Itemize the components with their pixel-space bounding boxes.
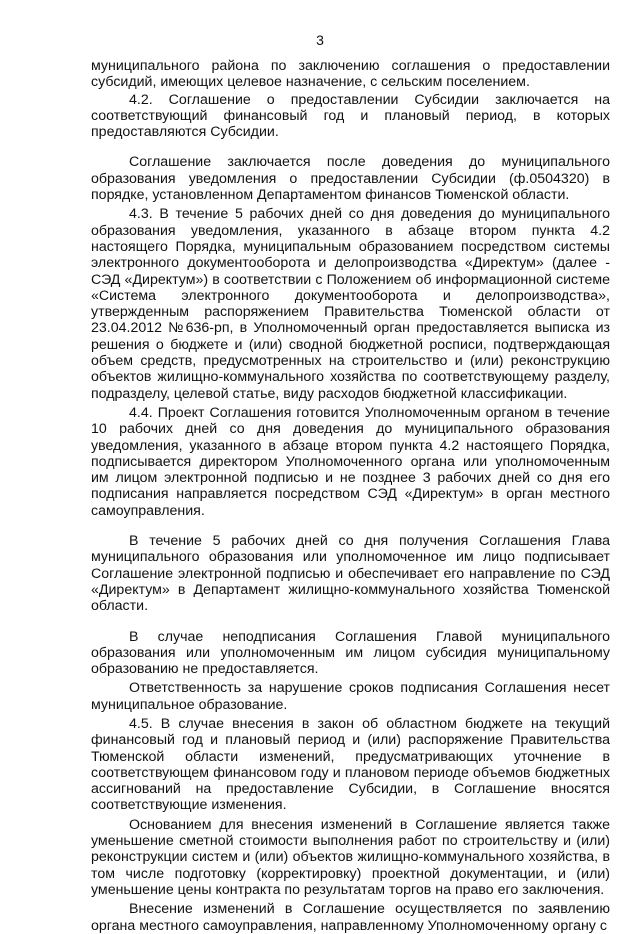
paragraph-4-4: 4.4. Проект Соглашения готовится Уполномоченным органом в течение 10 рабочих дней со дня доведения до муниципального образования уведомления, указанного в абзаце втором пункта 4.2 настоящего Порядка, подписывается директором Уполномоченного органа или уполномоченным им лицом электронной подписью и не позднее 3 рабочих дней со дня его подписания направляется посредством СЭД «Директум» в орган местного самоуправления.: [91, 404, 610, 519]
paragraph-basis-for-changes: Основанием для внесения изменений в Соглашение является также уменьшение сметной стоимости выполнения работ по строительству и (или) реконструкции систем и (или) объектов жилищно-коммунального хозяйства, в том числе подготовку (корректировку) проектной документации, и (или) уменьшение цены контракта по результатам торгов на право его заключения.: [91, 816, 610, 898]
paragraph-agreement-conclusion: Соглашение заключается после доведения до муниципального образования уведомления о предоставлении Субсидии (ф.0504320) в порядке, установленном Департаментом финансов Тюменской области.: [91, 154, 610, 204]
paragraph-non-signing: В случае неподписания Соглашения Главой муниципального образования или уполномоченным им лицом субсидия муниципальному образованию не предоставляется.: [91, 628, 610, 678]
paragraph-changes-procedure: Внесение изменений в Соглашение осуществляется по заявлению органа местного самоуправления, направленному Уполномоченному органу с: [91, 901, 610, 934]
paragraph-4-5: 4.5. В случае внесения в закон об областном бюджете на текущий финансовый год и плановый период и (или) распоряжение Правительства Тюменской области изменений, предусматривающих уточнение в соответствующем финансовом году и плановом периоде объемов бюджетных ассигнований на предоставление Субсидии, в Соглашение вносятся соответствующие изменения.: [91, 715, 610, 814]
document-body: [91, 58, 610, 934]
paragraph-responsibility: Ответственность за нарушение сроков подписания Соглашения несет муниципальное образование.: [91, 680, 610, 713]
page-number: 3: [316, 32, 324, 48]
paragraph-4-2: 4.2. Соглашение о предоставлении Субсидии заключается на соответствующий финансовый год и плановый период, в которых предоставляются Субсидии.: [91, 91, 610, 141]
paragraph-continuation: муниципального района по заключению соглашения о предоставлении субсидий, имеющих целевое назначение, с сельским поселением.: [91, 58, 610, 91]
paragraph-signing-deadline: В течение 5 рабочих дней со дня получения Соглашения Глава муниципального образования или уполномоченное им лицо подписывает Соглашение электронной подписью и обеспечивает его направление по СЭД «Директум» в Департамент жилищно-коммунального хозяйства Тюменской области.: [91, 533, 610, 615]
paragraph-4-3: 4.3. В течение 5 рабочих дней со дня доведения до муниципального образования уведомления, указанного в абзаце втором пункта 4.2 настоящего Порядка, муниципальным образованием посредством системы электронного документооборота и делопроизводства «Директум» (далее - СЭД «Директум») в соответствии с Положением об информационной системе «Система электронного документооборота и делопроизводства», утвержденным распоряжением Правительства Тюменской области от 23.04.2012 №636-рп, в Уполномоченный орган предоставляется выписка из решения о бюджете и (или) сводной бюджетной росписи, подтверждающая объем средств, предусмотренных на строительство и (или) реконструкцию объектов жилищно-коммунального хозяйства по соответствующему разделу, подразделу, целевой статье, виду расходов бюджетной классификации.: [91, 206, 610, 402]
